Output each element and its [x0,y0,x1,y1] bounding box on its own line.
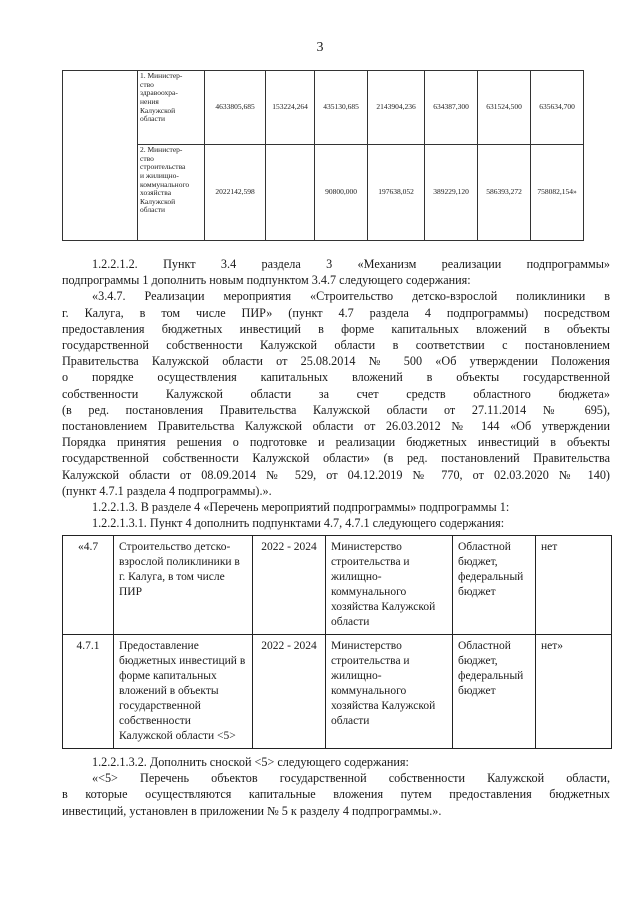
footnote-line: «<5> Перечень объектов государственной собственности Калужской области, [92,771,610,786]
item-period: 2022 - 2024 [253,536,326,635]
paragraph: 1.2.2.1.3. В разделе 4 «Перечень мероприятий подпрограммы» подпрограммы 1: [92,500,510,515]
org-line: Калужской [140,105,176,115]
item-name: Предоставление бюджетных инвестиций в форме капитальных вложений в объекты государственной собственности Калужской области <5> [114,635,253,749]
footnote-line: инвестиций, установлен в приложении № 5 к разделу 4 подпрограммы.». [62,803,442,818]
quote-line: Калужской области от 08.09.2014 № 529, от 04.12.2019 № 770, от 02.03.2020 № 140) [62,467,610,482]
item-number: 4.7.1 [63,635,114,749]
value-cell: 634387,300 [425,71,478,145]
quote-line: предоставления бюджетных инвестиций в форме капитальных вложений в объекты [62,321,610,336]
item-source: Областной бюджет, федеральный бюджет [453,536,536,635]
table-row [63,536,612,635]
paragraph: подпрограммы 1 дополнить новым подпунктом 3.4.7 следующего содержания: [62,273,471,288]
paragraph: 1.2.2.1.3.1. Пункт 4 дополнить подпунктами 4.7, 4.7.1 следующего содержания: [92,516,505,531]
footnote-line: в которые осуществляются капитальные вложения путем предоставления бюджетных [62,787,610,802]
value-cell: 197638,052 [368,145,425,241]
value-cell [266,145,315,241]
page-number: 3 [316,40,324,55]
quote-line: (в ред. постановления Правительства Калужской области от 27.11.2014 № 695), [62,402,610,417]
value-cell: 435130,685 [315,71,368,145]
org-line: области [140,114,166,124]
org-line: и жилищно- [140,170,179,180]
org-line: 2. Министер- [140,145,183,154]
org-cell [138,71,205,145]
table-row [63,635,612,749]
org-line: 1. Министер- [140,71,183,80]
activities-table [62,535,612,749]
quote-line: собственности Калужской области за счет средств областного бюджета» [62,386,610,401]
table-row [63,145,584,241]
quote-line: г. Калуга, в том числе ПИР» (пункт 4.7 раздела 4 подпрограммы) посредством [62,305,610,320]
item-flag: нет [536,536,612,635]
value-cell: 758082,154» [531,145,584,241]
org-line: коммунального [140,179,190,189]
value-cell: 2022142,598 [205,145,266,241]
footnote-text [62,754,610,819]
quote-line: (пункт 4.7.1 раздела 4 подпрограммы).». [62,483,272,498]
item-executor: Министерство строительства и жилищно-коммунального хозяйства Калужской области [326,635,453,749]
quote-line: Порядка принятия решения о подготовке и реализации бюджетных инвестиций в объекты [62,435,610,450]
value-cell: 90800,000 [315,145,368,241]
quote-line: государственной собственности Калужской области в соответствии с постановлением [62,338,610,353]
quote-line: о порядке осуществления капитальных вложений в объекты государственной [62,370,610,385]
org-line: нения [140,96,159,106]
value-cell: 631524,500 [478,71,531,145]
value-cell: 4633805,685 [205,71,266,145]
org-line: ство [140,153,154,163]
quote-line: государственной собственности Калужской области» (в ред. постановлений Правительства [62,451,610,466]
item-source: Областной бюджет, федеральный бюджет [453,635,536,749]
paragraph: 1.2.2.1.3.2. Дополнить сноской <5> следующего содержания: [92,755,409,769]
value-cell: 153224,264 [266,71,315,145]
quote-line: «3.4.7. Реализации мероприятия «Строительство детско-взрослой поликлиники в [92,289,610,304]
org-line: ство [140,79,154,89]
org-line: хозяйства [140,188,172,198]
empty-cell [63,71,138,241]
item-flag: нет» [536,635,612,749]
value-cell: 586393,272 [478,145,531,241]
item-executor: Министерство строительства и жилищно-коммунального хозяйства Калужской области [326,536,453,635]
org-line: Калужской [140,196,176,206]
item-name: Строительство детско-взрослой поликлиники в г. Калуга, в том числе ПИР [114,536,253,635]
item-period: 2022 - 2024 [253,635,326,749]
org-cell [138,145,205,241]
org-line: строительства [140,162,186,172]
finance-table [62,70,584,241]
value-cell: 635634,700 [531,71,584,145]
amendment-text [62,256,610,531]
value-cell: 389229,120 [425,145,478,241]
table-row [63,71,584,145]
quote-line: постановлением Правительства Калужской области от 26.03.2012 № 144 «Об утверждении [62,419,610,434]
item-number: «4.7 [63,536,114,635]
value-cell: 2143904,236 [368,71,425,145]
org-line: области [140,205,166,215]
org-line: здравоохра- [140,88,178,98]
quote-line: Правительства Калужской области от 25.08.2014 № 500 «Об утверждении Положения [62,354,610,369]
paragraph: 1.2.2.1.2. Пункт 3.4 раздела 3 «Механизм реализации подпрограммы» [92,257,610,271]
